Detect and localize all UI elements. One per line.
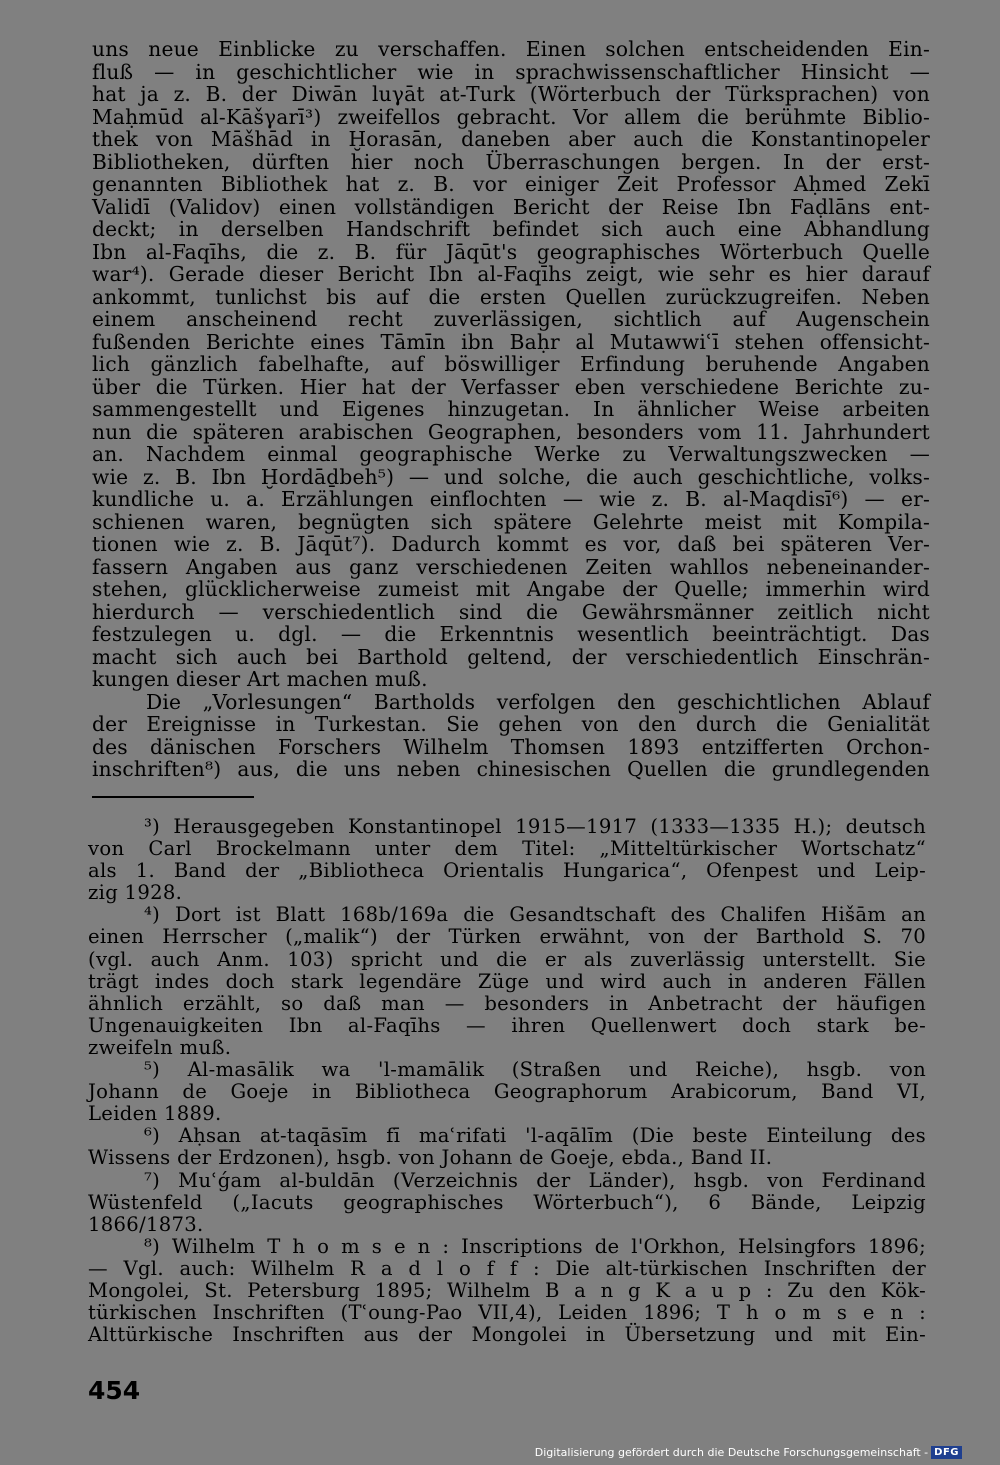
body-line: hierdurch — verschiedentlich sind die Gewährsmänner zeitlich nicht [92, 599, 930, 624]
footnote-line: als 1. Band der „Bibliotheca Orientalis Hungarica“, Ofenpest und Leip- [88, 859, 926, 883]
body-line: Die „Vorlesungen“ Bartholds verfolgen den geschichtlichen Ablauf [146, 689, 930, 714]
body-line: hat ja z. B. der Diwān luγāt at-Turk (Wörterbuch der Türksprachen) von [92, 82, 930, 106]
footnote-line: ⁷) Muʿǵam al-buldān (Verzeichnis der Länder), hsgb. von Ferdinand [144, 1168, 926, 1192]
footnote-line: ähnlich erzählt, so daß man — besonders in Anbetracht der häufigen [88, 991, 926, 1015]
footnote-line: 1866/1873. [88, 1212, 204, 1236]
footnote-line: zig 1928. [88, 881, 183, 905]
footnote-line: Wüstenfeld („Iacuts geographisches Wörterbuch“), 6 Bände, Leipzig [88, 1190, 926, 1214]
body-line: deckt; in derselben Handschrift befindet sich auch eine Abhandlung [92, 217, 930, 241]
body-line: des dänischen Forschers Wilhelm Thomsen 1893 entzifferten Orchon- [92, 734, 930, 759]
footnote-line: ³) Herausgegeben Konstantinopel 1915—1917 (1333—1335 H.); deutsch [144, 815, 926, 838]
footnote-line: ⁶) Aḥsan at-taqāsīm fī maʿrifati 'l-aqālīm (Die beste Einteilung des [144, 1124, 926, 1148]
footnote-line: Wissens der Erdzonen), hsgb. von Johann de Goeje, ebda., Band II. [88, 1146, 773, 1170]
footnote-line: ⁴) Dort ist Blatt 168b/169a die Gesandtschaft des Chalifen Hišām an [144, 903, 926, 927]
body-line: der Ereignisse in Turkestan. Sie gehen von den durch die Genialität [92, 712, 930, 736]
footnote-line: Ungenauigkeiten Ibn al-Faqīhs — ihren Quellenwert doch stark be- [88, 1013, 926, 1037]
footnote-line: Leiden 1889. [88, 1102, 222, 1126]
body-line: genannten Bibliothek hat z. B. vor einiger Zeit Professor Aḥmed Zekī [92, 172, 930, 196]
body-line: tionen wie z. B. Jāqūt⁷). Dadurch kommt es vor, daß bei späteren Ver- [92, 532, 930, 556]
body-line: kundliche u. a. Erzählungen einflochten — wie z. B. al-Maqdisī⁶) — er- [92, 487, 930, 511]
body-line: uns neue Einblicke zu verschaffen. Einen solchen entscheidenden Ein- [92, 37, 930, 61]
body-line: fassern Angaben aus ganz verschiedenen Zeiten wahllos nebeneinander- [92, 554, 930, 579]
body-line: über die Türken. Hier hat der Verfasser eben verschiedene Berichte zu- [92, 374, 930, 399]
body-line: kungen dieser Art machen muß. [92, 667, 428, 691]
body-line: macht sich auch bei Barthold geltend, der verschiedentlich Einschrän- [92, 644, 930, 669]
footnotes [88, 816, 926, 1346]
footnote-line: — Vgl. auch: Wilhelm R a d l o f f : Die alt-türkischen Inschriften der [88, 1256, 926, 1280]
credit-text: Digitalisierung gefördert durch die Deutsche Forschungsgemeinschaft - [534, 1446, 929, 1459]
footnote-divider [92, 796, 254, 798]
body-line: Ibn al-Faqīhs, die z. B. für Jāqūt's geographisches Wörterbuch Quelle [92, 239, 930, 264]
body-line: an. Nachdem einmal geographische Werke zu Verwaltungszwecken — [92, 442, 930, 466]
footnote-line: Alttürkische Inschriften aus der Mongolei in Übersetzung und mit Ein- [88, 1323, 926, 1347]
footnote-line: von Carl Brockelmann unter dem Titel: „Mitteltürkischer Wortschatz“ [88, 837, 926, 861]
page-number: 454 [88, 1376, 141, 1405]
body-line: war⁴). Gerade dieser Bericht Ibn al-Faqīhs zeigt, wie sehr es hier darauf [92, 262, 930, 286]
body-line: Maḥmūd al-Kāšγarī³) zweifellos gebracht. Vor allem die berühmte Biblio- [92, 104, 930, 129]
body-line: fluß — in geschichtlicher wie in sprachwissenschaftlicher Hinsicht — [92, 59, 930, 84]
footnote-line: Johann de Goeje in Bibliotheca Geographorum Arabicorum, Band VI, [88, 1080, 926, 1104]
body-line: schienen waren, begnügten sich spätere Gelehrte meist mit Kompila- [92, 509, 930, 534]
body-line: stehen, glücklicherweise zumeist mit Angabe der Quelle; immerhin wird [92, 577, 930, 601]
footnote-line: (vgl. auch Anm. 103) spricht und die er als zuverlässig unterstellt. Sie [88, 947, 926, 971]
body-line: Validī (Validov) einen vollständigen Bericht der Reise Ibn Faḍlāns ent- [92, 194, 930, 219]
body-line: wie z. B. Ibn Ḫordāḏbeh⁵) — und solche, die auch geschichtliche, volks- [92, 464, 930, 489]
footnote-line: zweifeln muß. [88, 1035, 232, 1059]
body-line: einem anscheinend recht zuverlässigen, sichtlich auf Augenschein [92, 307, 930, 331]
dfg-logo: DFG [931, 1446, 962, 1459]
body-line: lich gänzlich fabelhafte, auf böswilliger Erfindung beruhende Angaben [92, 352, 930, 376]
footnote-line: trägt indes doch stark legendäre Züge und wird auch in anderen Fällen [88, 969, 926, 993]
footnote-line: Mongolei, St. Petersburg 1895; Wilhelm B a n g K a u p : Zu den Kök- [88, 1278, 926, 1302]
footnote-line: ⁵) Al-masālik wa 'l-mamālik (Straßen und Reiche), hsgb. von [144, 1058, 926, 1082]
body-line: ankommt, tunlichst bis auf die ersten Quellen zurückzugreifen. Neben [92, 284, 930, 309]
body-line: fußenden Berichte eines Tāmīn ibn Baḥr al Mutawwiʿī stehen offensicht- [92, 329, 930, 354]
body-line: thek von Māšhād in Ḫorasān, daneben aber auch die Konstantinopeler [92, 127, 930, 151]
body-line: nun die späteren arabischen Geographen, besonders vom 11. Jahrhundert [92, 419, 930, 444]
footnote-line: türkischen Inschriften (Tʿoung-Pao VII,4), Leiden 1896; T h o m s e n : [88, 1301, 926, 1325]
body-line: inschriften⁸) aus, die uns neben chinesischen Quellen die grundlegenden [92, 757, 930, 781]
body-line: Bibliotheken, dürften hier noch Überraschungen bergen. In der erst- [92, 149, 930, 174]
body-text [92, 38, 930, 781]
footnote-line: einen Herrscher („malik“) der Türken erwähnt, von der Barthold S. 70 [88, 925, 926, 949]
digitization-credit [535, 1446, 962, 1459]
footnote-line: ⁸) Wilhelm T h o m s e n : Inscriptions de l'Orkhon, Helsingfors 1896; [144, 1234, 926, 1258]
body-line: festzulegen u. dgl. — die Erkenntnis wesentlich beeinträchtigt. Das [92, 622, 930, 646]
body-line: sammengestellt und Eigenes hinzugetan. In ähnlicher Weise arbeiten [92, 397, 930, 421]
